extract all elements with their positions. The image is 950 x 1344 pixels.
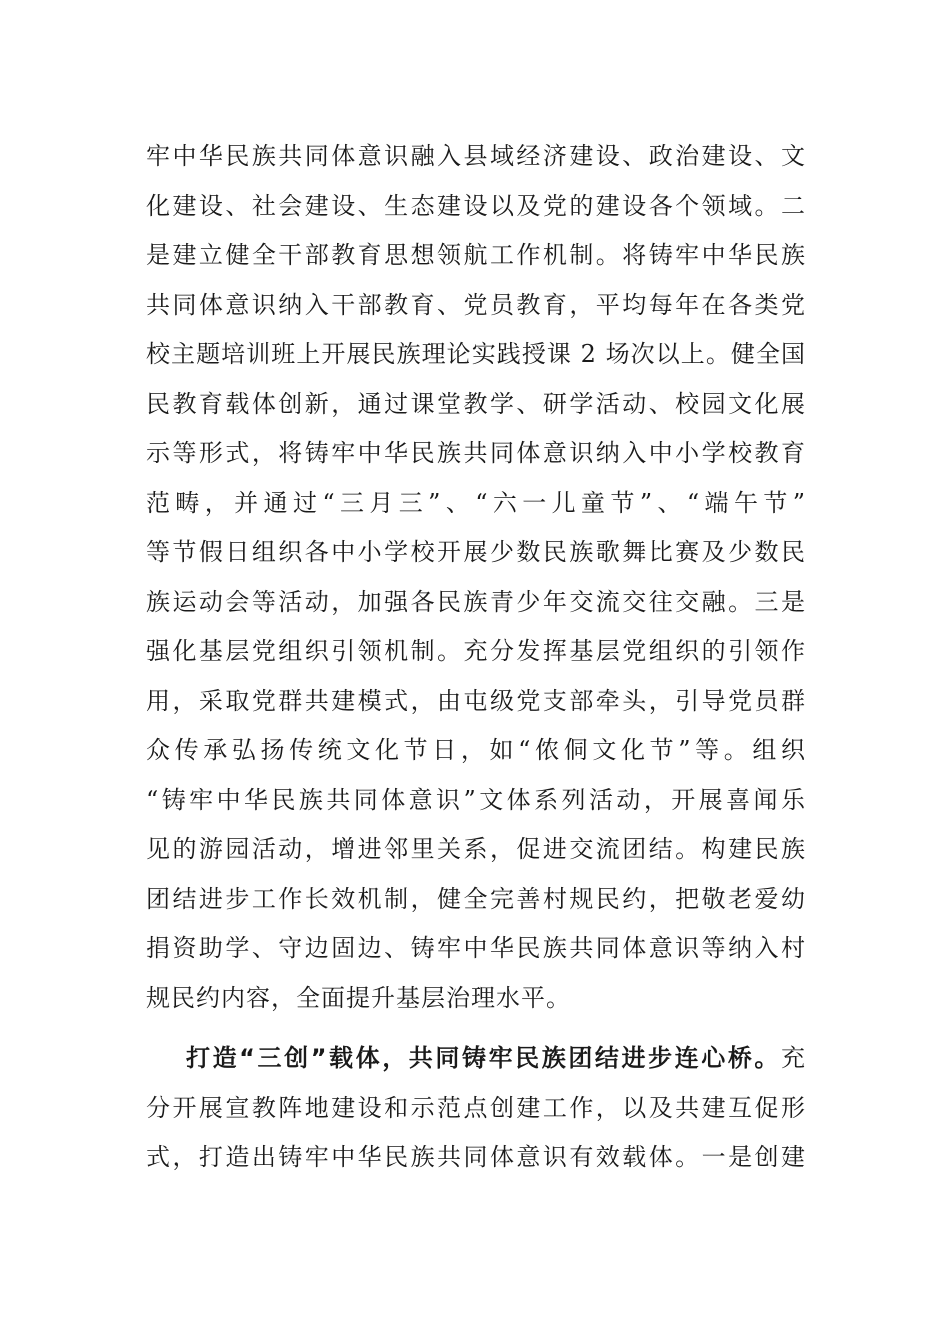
text-line: 式，打造出铸牢中华民族共同体意识有效载体。一是创建 — [146, 1143, 806, 1171]
text-line: 范畴，并通过“三月三”、“六一儿童节”、“端午节” — [146, 488, 806, 517]
text-line: 团结进步工作长效机制，健全完善村规民约，把敬老爱幼 — [146, 884, 806, 913]
paragraph-2-first-line — [146, 1034, 806, 1084]
document-body — [146, 132, 806, 1183]
text-line: 化建设、社会建设、生态建设以及党的建设各个领域。二 — [146, 191, 806, 220]
text-line: 众传承弘扬传统文化节日，如“侬侗文化节”等。组织 — [146, 736, 806, 764]
text-line: 共同体意识纳入干部教育、党员教育，平均每年在各类党 — [146, 290, 806, 319]
text-line: 分开展宣教阵地建设和示范点创建工作，以及共建互促形 — [146, 1093, 806, 1122]
text-line: 等节假日组织各中小学校开展少数民族歌舞比赛及少数民 — [146, 538, 806, 566]
text-line: “铸牢中华民族共同体意识”文体系列活动，开展喜闻乐 — [146, 785, 806, 814]
text-line: 牢中华民族共同体意识融入县域经济建设、政治建设、文 — [146, 142, 806, 170]
text-line: 是建立健全干部教育思想领航工作机制。将铸牢中华民族 — [146, 241, 806, 269]
text-line: 规民约内容，全面提升基层治理水平。 — [146, 983, 571, 1012]
text-line: 民教育载体创新，通过课堂教学、研学活动、校园文化展 — [146, 389, 806, 418]
text-line: 捐资助学、守边固边、铸牢中华民族共同体意识等纳入村 — [146, 934, 806, 962]
paragraph-2 — [146, 1034, 806, 1183]
text-line: 族运动会等活动，加强各民族青少年交流交往交融。三是 — [146, 587, 806, 616]
heading-continuation: 充 — [781, 1044, 806, 1072]
text-line: 校主题培训班上开展民族理论实践授课 2 场次以上。健全国 — [146, 340, 806, 368]
text-line: 强化基层党组织引领机制。充分发挥基层党组织的引领作 — [146, 637, 806, 665]
text-line: 用，采取党群共建模式，由屯级党支部牵头，引导党员群 — [146, 686, 806, 715]
text-line: 见的游园活动，增进邻里关系，促进交流团结。构建民族 — [146, 835, 806, 863]
text-line: 示等形式，将铸牢中华民族共同体意识纳入中小学校教育 — [146, 439, 806, 467]
section-heading: 打造“三创”载体，共同铸牢民族团结进步连心桥。 — [186, 1044, 781, 1072]
paragraph-1 — [146, 132, 806, 1023]
